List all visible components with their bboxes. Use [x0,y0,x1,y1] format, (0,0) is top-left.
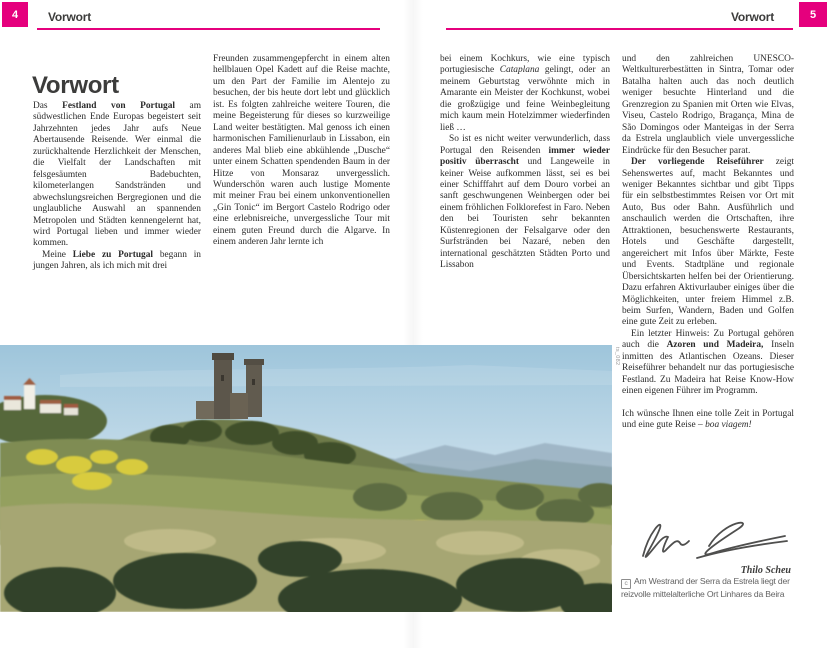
signature-name: Thilo Scheu [740,565,791,576]
paragraph [33,101,201,250]
photo-caption-text: Am Westrand der Serra da Estrela liegt der reizvolle mittelalterliche Ort Linhares da Beira [621,576,790,599]
paragraph [622,54,794,157]
left-page-column-2 [213,54,390,249]
signature-scrawl-icon [633,516,793,564]
text-segment: immer wieder positiv überrascht [440,145,610,168]
text-segment: Das [33,101,63,111]
text-segment: Festland von Portugal [62,101,176,111]
paragraph [622,157,794,329]
signature-block [633,516,795,576]
text-segment: zeigt Sehenswertes auf, macht Bekanntes und weniger Bekanntes sichtbar und gibt Tipps für ein selbstbestimmtes Reisen vor Ort mit Auto, Bus oder Bahn. Ausführlich und anschaulich werden die Ortschaften, ihre Attraktionen, besuchenswerte Restaurants, Hotels und Geschäfte dargestellt, angereichert mit Infos über Märkte, Feste und Events. Stadtpläne und regionale Übersichtskarten helfen bei der Orientierung. Dazu erfahren Aktivurlauber einiges über die Möglichkeiten, unter freiem Himmel z.B. beim Surfen, Wandern, Baden und Golfen eine gute Zeit zu erleben. [622,157,794,328]
header-rule-right [446,28,793,30]
paragraph [440,54,610,134]
photo-caption [621,576,805,600]
paragraph [622,409,794,432]
text-segment: bei einem Kochkurs, wie eine typisch portugiesische [440,54,610,76]
text-segment: Ich wünsche Ihnen eine tolle Zeit in Portugal und eine gute Reise – [622,408,794,431]
text-segment: Meine [42,249,73,260]
paragraph [622,329,794,398]
header-rule-left [37,28,380,30]
text-segment: begann in jungen Jahren, als ich mich mit drei [33,249,201,272]
running-head-right: Vorwort [730,10,774,24]
right-page-column-2 [622,54,794,432]
paragraph [33,250,201,273]
right-page-column-1 [440,54,610,272]
text-segment: Ein letzter Hinweis: Zu Portugal gehören auch die [622,328,794,351]
text-segment: am südwestlichen Ende Europas begeistert seit Jahrzehnten jedes Jahr aufs Neue Abertausende Reisende. Wer einmal die zurückhaltende Herzlichkeit der Menschen, die Vielfalt der Landschaften mit felsgesäumten Badebuchten, kilometerlangen Sandstränden und abwechslungsreichen Bergregionen und die unglaubliche Auswahl an spannenden Metropolen und Städten kennengelernt hat, wird Portugal lieben und immer wieder kommen. [33,101,201,249]
text-segment: gelingt, oder an meinem Geburtstag verwöhnte mich in Amarante ein Meister der Kochkunst, wobei die großzügige und feine Weinbegleitung mich kaum mein Hotelzimmer wiederfinden ließ … [440,65,611,133]
text-segment: und den zahlreichen UNESCO-Weltkulturerbestätten in Sintra, Tomar oder Batalha halten auch das noch deutlich weniger besuchte Hinterland und die Grenzregion zu Spanien mit Orten wie Elvas, Viseu, Castelo Rodrigo, Bragança, Mina de São Domingos oder Manteigas in der Serra da Estrela unglaublich viele unvergessliche Eindrücke für den Besucher parat. [622,54,794,156]
text-segment: und Langeweile in keiner Weise aufkommen lässt, sei es bei einer Schifffahrt auf dem Douro vorbei an sanft geschwungenen Weinbergen oder bei einem fröhlichen Folklorefest in Faro. Neben den bei Touristen sehr bekannten Küstenregionen der Felsalgarve oder den Surfstränden bei Nazaré, neben den international geschätzten Städten Porto und Lissabon [440,157,610,271]
text-segment: boa viagem! [705,420,752,431]
page-title: Vorwort [32,72,119,100]
left-page-column-1 [33,101,201,273]
text-segment: Der vorliegende Reiseführer [631,157,764,168]
text-segment: Freunden zusammengepfercht in einem alten hellblauen Opel Kadett auf die Reise machte, um den Part der Familie im Alentejo zu besuchen, der bis heute dort lebt und glücklich ist. Es folgten zahlreiche weitere Touren, die meine Begeisterung für dieses so kurzweilige Land weiter bestätigten. Mal genoss ich einen harmonischen Familienurlaub in Lissabon, ein anderes Mal blieb eine abkühlende „Dusche“ unter einem Schatten spendenden Baum in der Hitze von Monsaraz unvergesslich. Wunderschön waren auch lustige Momente mit meiner Frau bei einem unkonventionellen „Gin Tonic“ im Bergort Castelo Rodrigo oder eine erlebnisreiche, unvergessliche Tour mit einem guten Freund durch die Algarve. In einem anderen Jahr lernte ich [213,54,390,248]
text-segment: So ist es nicht weiter verwunderlich, dass Portugal den Reisenden [440,134,610,156]
text-segment: Cataplana [499,65,540,76]
photo-credit-code: ts_082 [614,347,620,366]
page-number-left-badge: 4 [2,2,28,27]
page-number-right-badge: 5 [799,2,827,27]
text-segment: Liebe zu Portugal [72,249,154,260]
photo-credit-icon: c [621,579,631,589]
paragraph [440,134,610,271]
running-head-left: Vorwort [48,10,92,24]
text-segment: Inseln inmitten des Atlantischen Ozeans. Dieser Reiseführer behandelt nur das portugiesische Festland. Zu Madeira hat Reise Know-How einen eigenen Führer im Programm. [622,340,795,397]
text-segment: Azoren und Madeira, [666,340,764,351]
paragraph [213,54,390,249]
landscape-photo [0,345,612,612]
